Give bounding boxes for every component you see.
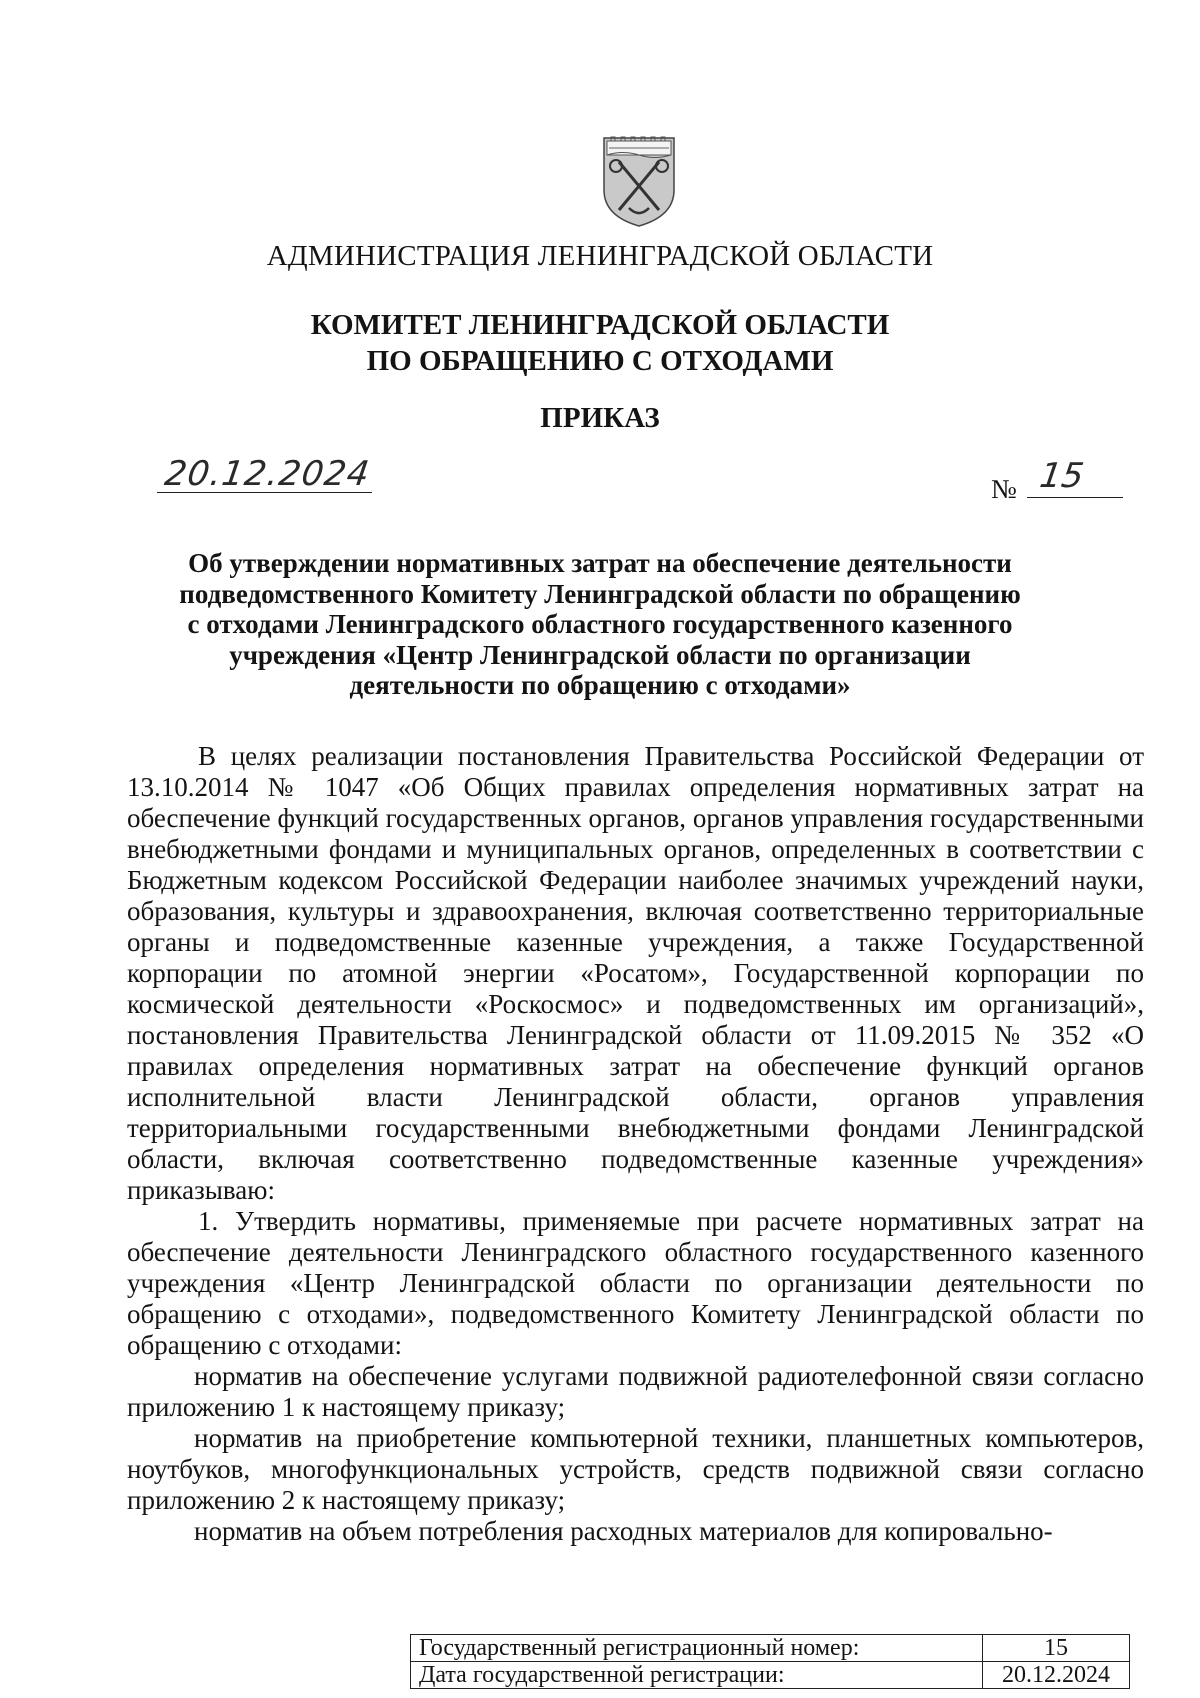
subject-line: деятельности по обращению с отходами» bbox=[349, 670, 851, 700]
table-row bbox=[411, 1662, 1130, 1689]
registration-number-value: 15 bbox=[983, 1635, 1130, 1662]
registration-stamp-table bbox=[410, 1634, 1130, 1689]
norm-paragraph: норматив на приобретение компьютерной техники, планшетных компьютеров, ноутбуков, многофункциональных устройств, средств подвижной связи согласно приложению 2 к настоящему приказу; bbox=[127, 1423, 1144, 1515]
preamble-paragraph: В целях реализации постановления Правительства Российской Федерации от 13.10.2014 № 1047 «Об Общих правилах определения нормативных затрат на обеспечение функций государственных органов, органов управления государственными внебюджетными фондами и муниципальных органов, определенных в соответствии с Бюджетным кодексом Российской Федерации наиболее значимых учреждений науки, образования, культуры и здравоохранения, включая соответственно территориальные органы и подведомственные казенные учреждения, а также Государственной корпорации по атомной энергии «Росатом», Государственной корпорации по космической деятельности «Роскосмос» и подведомственных им организаций», постановления Правительства Ленинградской области от 11.09.2015 № 352 «О правилах определения нормативных затрат на обеспечение функций органов исполнительной власти Ленинградской области, органов управления территориальными государственными внебюджетными фондами Ленинградской области, включая соответственно подведомственные казенные учреждения» приказываю: bbox=[127, 741, 1144, 1205]
date-underline bbox=[157, 492, 372, 493]
table-row bbox=[411, 1635, 1130, 1662]
subject-line: с отходами Ленинградского областного государственного казенного bbox=[187, 609, 1013, 639]
order-date: 20.12.2024 bbox=[162, 454, 373, 494]
registration-number-label: Государственный регистрационный номер: bbox=[411, 1635, 983, 1662]
order-body bbox=[127, 741, 1144, 1547]
norm-paragraph: норматив на объем потребления расходных материалов для копировально- bbox=[194, 1516, 1053, 1546]
order-subject bbox=[130, 548, 1070, 701]
number-underline bbox=[1027, 497, 1123, 498]
norm-paragraph: норматив на обеспечение услугами подвижной радиотелефонной связи согласно приложению 1 к настоящему приказу; bbox=[127, 1361, 1144, 1422]
committee-title bbox=[0, 307, 1200, 379]
registration-date-label: Дата государственной регистрации: bbox=[411, 1662, 983, 1689]
item-1-paragraph: 1. Утвердить нормативы, применяемые при расчете нормативных затрат на обеспечение деятельности Ленинградского областного государственного казенного учреждения «Центр Ленинградской области по организации деятельности по обращению с отходами», подведомственного Комитету Ленинградской области по обращению с отходами: bbox=[127, 1206, 1144, 1360]
registration-date-value: 20.12.2024 bbox=[983, 1662, 1130, 1689]
subject-line: Об утверждении нормативных затрат на обеспечение деятельности bbox=[188, 548, 1012, 578]
document-type: ПРИКАЗ bbox=[540, 402, 660, 434]
administration-title: АДМИНИСТРАЦИЯ ЛЕНИНГРАДСКОЙ ОБЛАСТИ bbox=[266, 240, 934, 272]
order-number-label: № bbox=[991, 474, 1017, 504]
order-number: 15 bbox=[1037, 456, 1087, 496]
committee-title-line: КОМИТЕТ ЛЕНИНГРАДСКОЙ ОБЛАСТИ bbox=[310, 309, 890, 341]
coat-of-arms-icon bbox=[601, 128, 677, 228]
subject-line: учреждения «Центр Ленинградской области по организации bbox=[229, 639, 971, 670]
subject-line: подведомственного Комитету Ленинградской области по обращению bbox=[179, 578, 1021, 609]
committee-title-line: ПО ОБРАЩЕНИЮ С ОТХОДАМИ bbox=[366, 345, 834, 377]
